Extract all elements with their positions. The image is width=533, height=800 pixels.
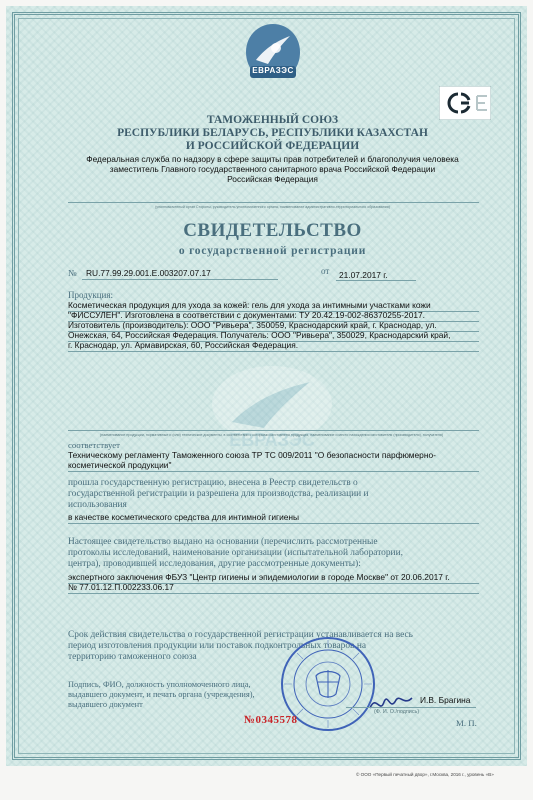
conformity-label: соответствует — [68, 440, 121, 450]
basis-line-1: Настоящее свидетельство выдано на основании (перечислить рассмотренные — [68, 537, 378, 547]
header-line-3: И РОССИЙСКОЙ ФЕДЕРАЦИИ — [185, 140, 360, 152]
date-prefix: от — [321, 266, 330, 276]
watermark-emblem-icon — [192, 362, 352, 452]
serial-number: №0345578 — [244, 714, 298, 726]
agency-caption: (уполномоченный орган Стороны, руководитель уполномоченного органа, наименование административно-территориального образования) — [155, 205, 390, 209]
agency-line-1: Федеральная служба по надзору в сфере защиты прав потребителей и благополучия человека — [86, 154, 459, 164]
header-line-2: РЕСПУБЛИКИ БЕЛАРУСЬ, РЕСПУБЛИКИ КАЗАХСТАН — [117, 127, 428, 139]
usage-value: в качестве косметического средства для интимной гигиены — [68, 512, 300, 522]
printer-footer: © ООО «Первый печатный двор», г.Москва, 2016 г., уровень «В» — [356, 772, 494, 777]
signatory-name: И.В. Брагина — [420, 695, 471, 705]
conformity-line-1: Техническому регламенту Таможенного союза ТР ТС 009/2011 "О безопасности парфюмерно- — [68, 450, 436, 460]
watermark-text: ЕВРАЗЭС — [229, 430, 315, 450]
certificate-sheet — [6, 6, 527, 766]
header-line-1: ТАМОЖЕННЫЙ СОЮЗ — [206, 114, 339, 126]
agency-line-3: Российская Федерация — [227, 174, 318, 184]
validity-line-2: период изготовления продукции или поставок подконтрольных товаров на — [68, 641, 367, 651]
emblem-caption: ЕВРАЗЭС — [252, 66, 294, 75]
product-line-2: "ФИССУЛЕН". Изготовлена в соответствии с документами: ТУ 20.42.19-002-86370255-2017. — [68, 310, 426, 320]
signature-line-3: выдавшего документ — [68, 700, 143, 709]
number-prefix: № — [68, 268, 77, 278]
signatory-caption: (Ф. И. О./подпись) — [374, 709, 420, 715]
signature-line-2: выдавшего документ, и печать органа (учреждения), — [68, 690, 255, 699]
document-subtitle: о государственной регистрации — [178, 245, 367, 257]
product-caption: (наименование продукции, нормативные и (или) технические документы, в соответствии с которыми изготовлена продукция, наименование и место нахождения изготовителя (производителя), получателя) — [99, 433, 444, 437]
signature-line-1: Подпись, ФИО, должность уполномоченного лица, — [68, 680, 251, 689]
passed-line-2: государственной регистрации и разрешена для производства, реализации и — [68, 489, 369, 499]
basis-value-line-2: № 77.01.12.П.002233.06.17 — [68, 582, 174, 592]
validity-line-1: Срок действия свидетельства о государственной регистрации устанавливается на весь — [68, 630, 413, 640]
product-line-1: Косметическая продукция для ухода за кожей: гель для ухода за интимными участками кожи — [68, 300, 431, 310]
conformity-line-2: косметической продукции" — [68, 460, 172, 470]
validity-line-3: территорию таможенного союза — [68, 652, 197, 662]
basis-value-line-1: экспертного заключения ФБУЗ "Центр гигиены и эпидемиологии в городе Москве" от 20.06.2017 г. — [68, 572, 450, 582]
product-line-4: Онежская, 64, Российская Федерация. Получатель: ООО "Ривьера", 350029, Краснодарский край, — [68, 330, 451, 340]
agency-line-2: заместитель Главного государственного санитарного врача Российской Федерации — [109, 164, 436, 174]
issue-date: 21.07.2017 г. — [339, 270, 388, 280]
product-label: Продукция: — [68, 290, 113, 300]
passed-line-3: использования — [68, 500, 127, 510]
mp-label: М. П. — [456, 718, 477, 728]
basis-line-3: центра), проводившей исследования, другие рассмотренные документы): — [68, 559, 361, 569]
basis-line-2: протоколы исследований, наименование организации (испытательной лаборатории, — [68, 548, 403, 558]
product-line-3: Изготовитель (производитель): ООО "Ривьера", 350059, Краснодарский край, г. Краснодар, ул. — [68, 320, 437, 330]
product-line-5: г. Краснодар, ул. Армавирская, 60, Российская Федерация. — [68, 340, 299, 350]
registration-number: RU.77.99.29.001.E.003207.07.17 — [86, 268, 211, 278]
document-title: СВИДЕТЕЛЬСТВО — [183, 220, 362, 241]
passed-line-1: прошла государственную регистрацию, внесена в Реестр свидетельств о — [68, 478, 358, 488]
